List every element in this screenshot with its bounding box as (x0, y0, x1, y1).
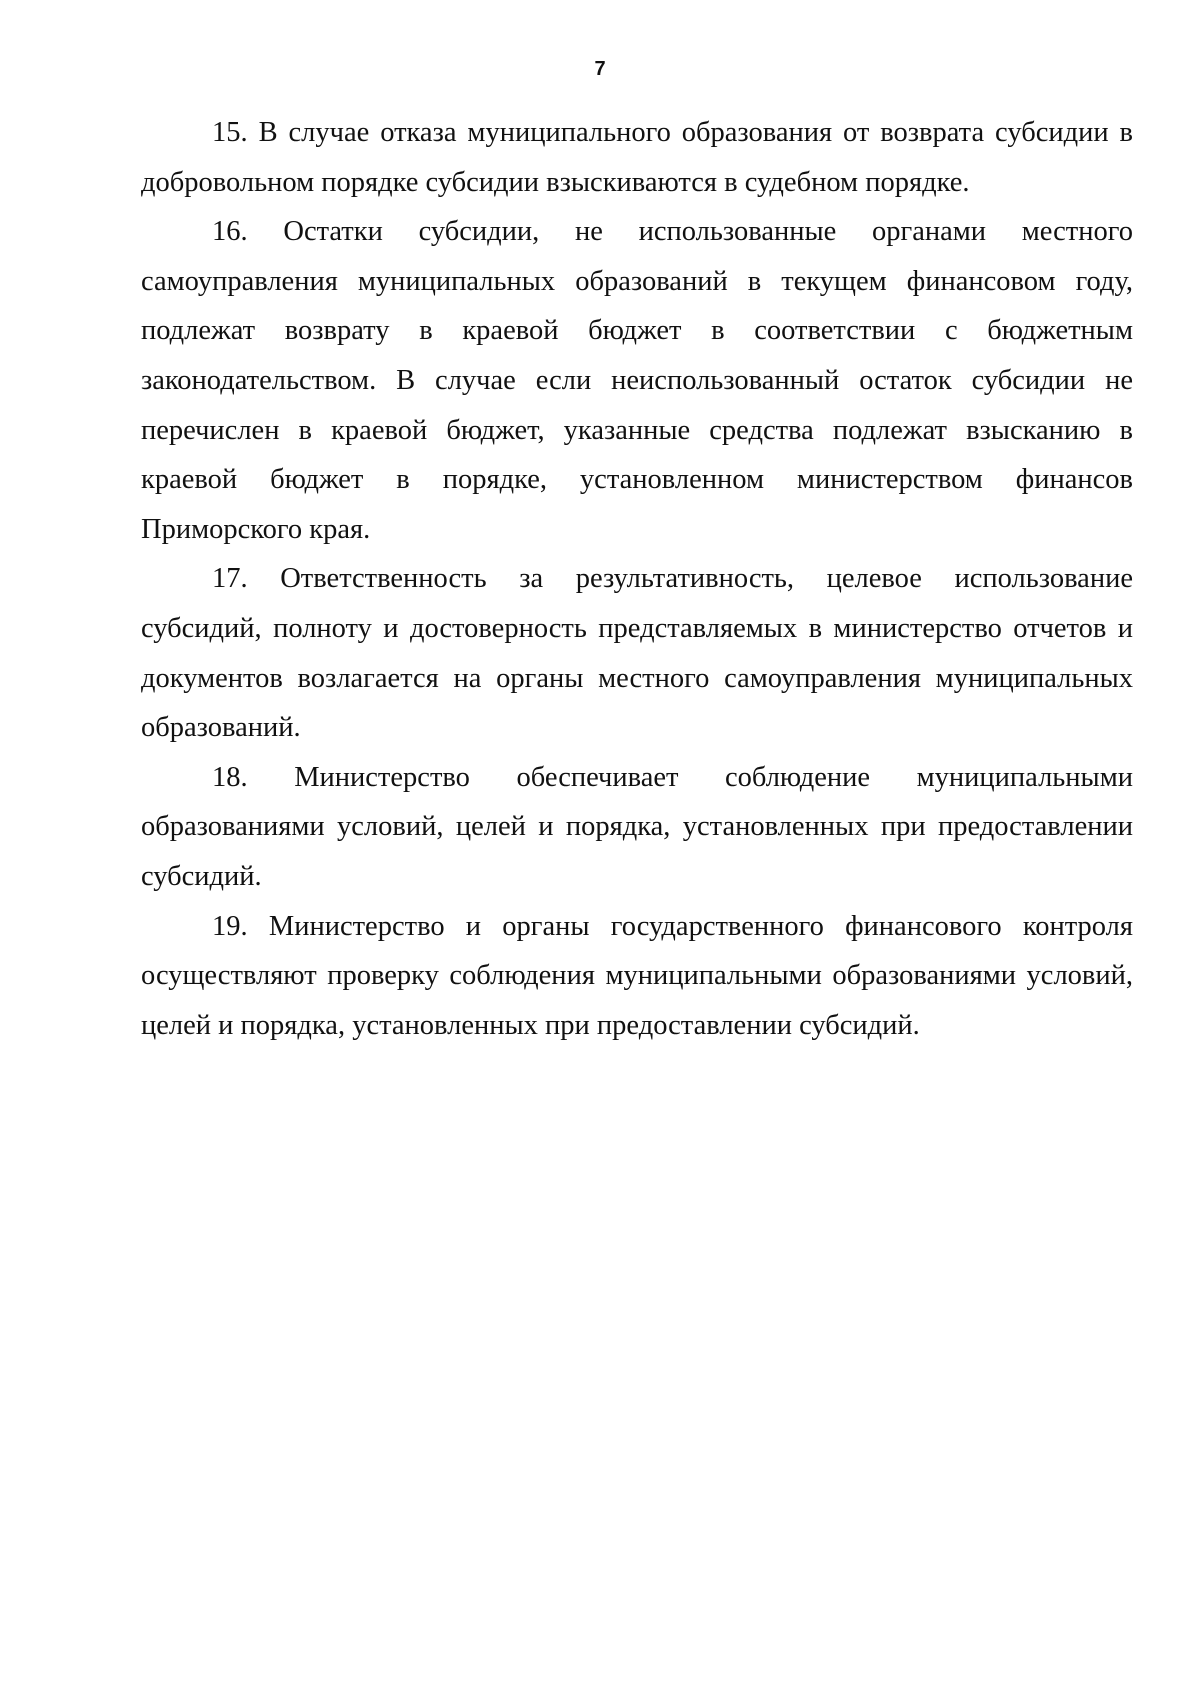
paragraph-19 (141, 902, 1133, 1051)
paragraph-number: 18. (212, 761, 248, 793)
paragraph-16 (141, 207, 1133, 554)
paragraph-number: 17. (212, 563, 248, 595)
paragraph-number: 19. (212, 910, 248, 942)
document-body (141, 108, 1133, 1050)
paragraph-text: Остатки субсидии, не использованные органами местного самоуправления муниципальных образований в текущем финансовом году, подлежат возврату в краевой бюджет в соответствии с бюджетным законодательством. В случае если неиспользованный остаток субсидии не перечислен в краевой бюджет, указанные средства подлежат взысканию в краевой бюджет в порядке, установленном министерством финансов Приморского края. (141, 216, 1133, 545)
page-number: 7 (594, 58, 606, 80)
paragraph-text: Министерство обеспечивает соблюдение муниципальными образованиями условий, целей и порядка, установленных при предоставлении субсидий. (141, 761, 1133, 892)
paragraph-17 (141, 554, 1133, 752)
paragraph-15 (141, 108, 1133, 207)
paragraph-number: 16. (212, 216, 248, 248)
paragraph-text: Ответственность за результативность, целевое использование субсидий, полноту и достоверность представляемых в министерство отчетов и документов возлагается на органы местного самоуправления муниципальных образований. (141, 563, 1133, 744)
paragraph-text: Министерство и органы государственного финансового контроля осуществляют проверку соблюдения муниципальными образованиями условий, целей и порядка, установленных при предоставлении субсидий. (141, 910, 1133, 1041)
paragraph-18 (141, 753, 1133, 902)
paragraph-text: В случае отказа муниципального образования от возврата субсидии в добровольном порядке субсидии взыскиваются в судебном порядке. (141, 117, 1133, 198)
paragraph-number: 15. (212, 117, 248, 148)
